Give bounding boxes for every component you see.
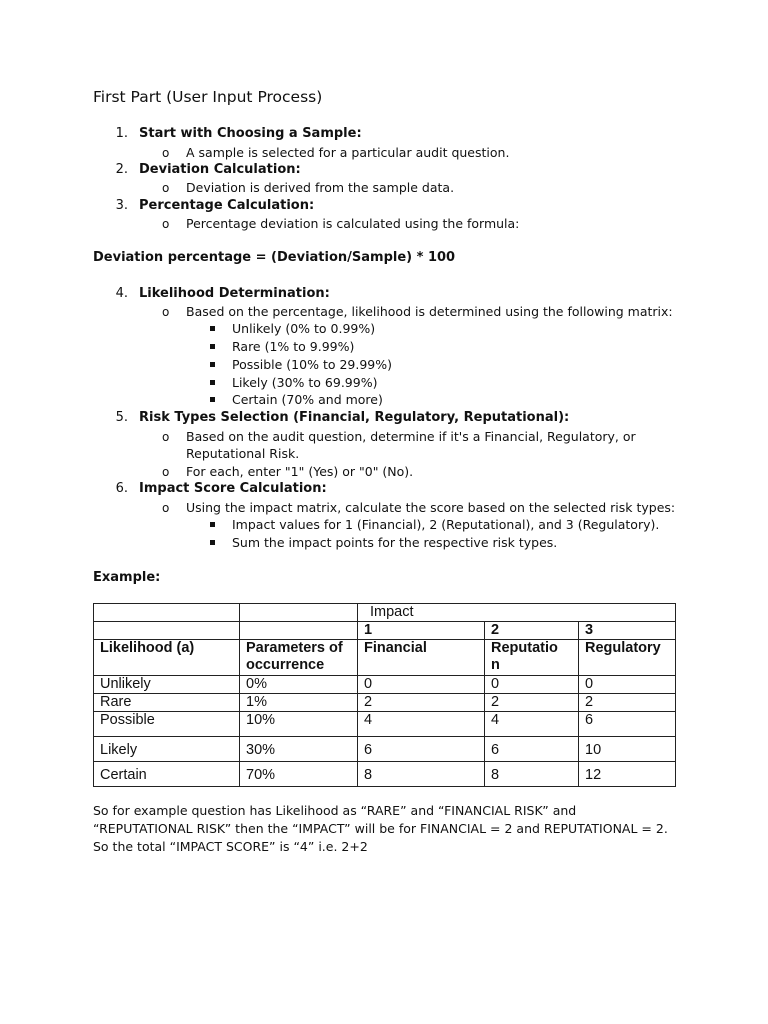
- impact-header: Impact: [358, 604, 676, 622]
- page-title: First Part (User Input Process): [93, 88, 323, 106]
- step-number: 5.: [115, 410, 128, 425]
- table-cell: 6: [358, 737, 485, 762]
- step-number: 1.: [115, 126, 128, 141]
- table-cell: 8: [485, 762, 579, 787]
- circle-bullet-icon: o: [162, 305, 170, 319]
- square-bullet-icon: [210, 344, 215, 349]
- circle-bullet-icon: o: [162, 181, 170, 195]
- table-cell: 30%: [240, 737, 358, 762]
- table-row: [94, 622, 676, 640]
- column-header-parameters: [240, 640, 358, 676]
- step-label: Deviation Calculation:: [139, 162, 301, 177]
- impact-number: 2: [485, 622, 579, 640]
- column-header-reputation: [485, 640, 579, 676]
- table-row: [94, 604, 676, 622]
- closing-line: “REPUTATIONAL RISK” then the “IMPACT” will be for FINANCIAL = 2 and REPUTATIONAL = 2.: [93, 821, 668, 836]
- formula-line: Deviation percentage = (Deviation/Sample) * 100: [93, 250, 456, 265]
- impact-number: 3: [579, 622, 676, 640]
- table-cell: 12: [579, 762, 676, 787]
- square-bullet-icon: [210, 397, 215, 402]
- impact-number: 1: [358, 622, 485, 640]
- table-cell: 0%: [240, 676, 358, 694]
- step-detail: A sample is selected for a particular audit question.: [186, 145, 510, 160]
- square-bullet-icon: [210, 380, 215, 385]
- table-row: [94, 694, 676, 712]
- step-number: 2.: [115, 162, 128, 177]
- table-cell: 2: [485, 694, 579, 712]
- header-line: Parameters of: [246, 640, 343, 656]
- closing-line: So for example question has Likelihood as “RARE” and “FINANCIAL RISK” and: [93, 803, 577, 818]
- circle-bullet-icon: o: [162, 465, 170, 479]
- table-cell: Possible: [94, 712, 240, 737]
- step-detail: Deviation is derived from the sample data.: [186, 180, 455, 195]
- table-header-row: [94, 640, 676, 676]
- step-label: Likelihood Determination:: [139, 286, 330, 301]
- likelihood-item: Likely (30% to 69.99%): [232, 375, 378, 390]
- table-cell: Rare: [94, 694, 240, 712]
- circle-bullet-icon: o: [162, 217, 170, 231]
- table-row: [94, 762, 676, 787]
- square-bullet-icon: [210, 362, 215, 367]
- circle-bullet-icon: o: [162, 146, 170, 160]
- square-bullet-icon: [210, 522, 215, 527]
- table-cell: 2: [358, 694, 485, 712]
- step-number: 3.: [115, 198, 128, 213]
- circle-bullet-icon: o: [162, 501, 170, 515]
- step-number: 4.: [115, 286, 128, 301]
- likelihood-item: Rare (1% to 9.99%): [232, 339, 355, 354]
- closing-line: So the total “IMPACT SCORE” is “4” i.e. 2+2: [93, 839, 368, 854]
- step-detail: Using the impact matrix, calculate the score based on the selected risk types:: [186, 500, 676, 515]
- likelihood-item: Certain (70% and more): [232, 392, 383, 407]
- header-line: Reputatio: [491, 640, 558, 656]
- table-cell: 4: [485, 712, 579, 737]
- table-cell: 6: [579, 712, 676, 737]
- table-row: [94, 676, 676, 694]
- step-detail: Based on the percentage, likelihood is determined using the following matrix:: [186, 304, 673, 319]
- table-cell: 8: [358, 762, 485, 787]
- table-cell: Likely: [94, 737, 240, 762]
- table-cell: 6: [485, 737, 579, 762]
- circle-bullet-icon: o: [162, 430, 170, 444]
- step-number: 6.: [115, 481, 128, 496]
- table-cell: 0: [579, 676, 676, 694]
- step-label: Start with Choosing a Sample:: [139, 126, 362, 141]
- impact-matrix-table: [93, 603, 676, 787]
- square-bullet-icon: [210, 540, 215, 545]
- column-header-financial: Financial: [358, 640, 485, 676]
- likelihood-item: Unlikely (0% to 0.99%): [232, 321, 376, 336]
- table-cell: 10: [579, 737, 676, 762]
- table-cell: 1%: [240, 694, 358, 712]
- step-label: Risk Types Selection (Financial, Regulatory, Reputational):: [139, 410, 570, 425]
- table-cell: [94, 604, 240, 622]
- column-header-regulatory: Regulatory: [579, 640, 676, 676]
- step-detail-continued: Reputational Risk.: [186, 446, 300, 461]
- example-label: Example:: [93, 570, 161, 585]
- table-cell: [94, 622, 240, 640]
- table-cell: [240, 604, 358, 622]
- table-cell: 0: [485, 676, 579, 694]
- table-cell: 2: [579, 694, 676, 712]
- table-cell: Unlikely: [94, 676, 240, 694]
- step-detail: For each, enter "1" (Yes) or "0" (No).: [186, 464, 414, 479]
- likelihood-item: Possible (10% to 29.99%): [232, 357, 393, 372]
- step-label: Percentage Calculation:: [139, 198, 315, 213]
- header-line: occurrence: [246, 657, 325, 673]
- step-label: Impact Score Calculation:: [139, 481, 327, 496]
- square-bullet-icon: [210, 326, 215, 331]
- table-cell: Certain: [94, 762, 240, 787]
- table-cell: 4: [358, 712, 485, 737]
- table-row: [94, 737, 676, 762]
- step-detail: Based on the audit question, determine if it's a Financial, Regulatory, or: [186, 429, 636, 444]
- column-header-likelihood: Likelihood (a): [94, 640, 240, 676]
- table-cell: 70%: [240, 762, 358, 787]
- table-cell: 10%: [240, 712, 358, 737]
- table-cell: [240, 622, 358, 640]
- impact-note: Impact values for 1 (Financial), 2 (Reputational), and 3 (Regulatory).: [232, 517, 660, 532]
- step-detail: Percentage deviation is calculated using the formula:: [186, 216, 520, 231]
- impact-note: Sum the impact points for the respective risk types.: [232, 535, 558, 550]
- table-row: [94, 712, 676, 737]
- header-line: n: [491, 657, 500, 673]
- table-cell: 0: [358, 676, 485, 694]
